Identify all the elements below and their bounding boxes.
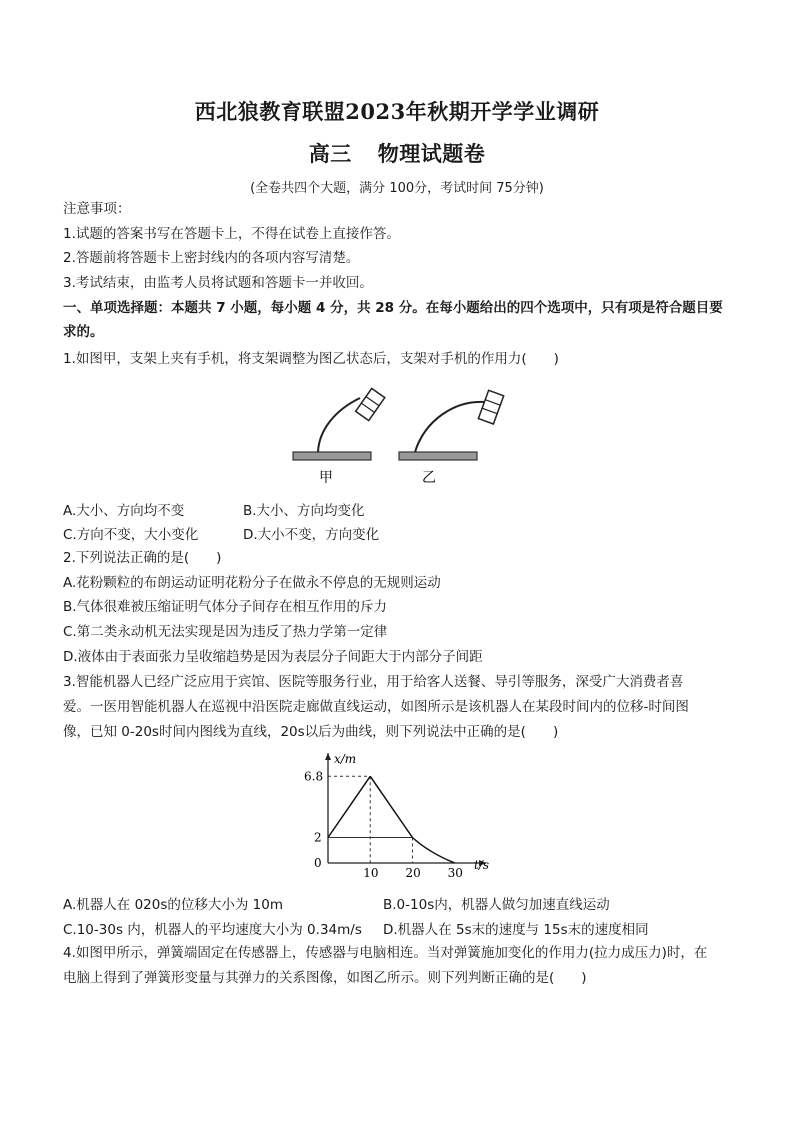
notice-item: 1.试题的答案书写在答题卡上，不得在试卷上直接作答。: [63, 226, 400, 242]
y-axis-arrow: [325, 753, 331, 760]
x-axis-label: t/s: [474, 858, 490, 872]
exam-info: (全卷共四个大题，满分 100分，考试时间 75分钟): [250, 181, 544, 196]
q1-option-a: A.大小、方向均不变: [63, 503, 185, 519]
base-plate: [399, 452, 477, 460]
q1-figure: [285, 380, 515, 490]
q1-option-c: C.方向不变，大小变化: [63, 527, 199, 543]
q3-option-d: D.机器人在 5s末的速度与 15s末的速度相同: [383, 922, 649, 938]
notice-item: 2.答题前将答题卡上密封线内的各项内容写清楚。: [63, 250, 360, 266]
q2-option-b: B.气体很难被压缩证明气体分子间存在相互作用的斥力: [63, 599, 388, 615]
q2-option-a: A.花粉颗粒的布朗运动证明花粉分子在做永不停息的无规则运动: [63, 575, 441, 591]
q2-option-d: D.液体由于表面张力呈收缩趋势是因为表层分子间距大于内部分子间距: [63, 649, 483, 665]
y-tick-label: 2: [314, 830, 322, 845]
q4-stem-line: 4.如图甲所示，弹簧端固定在传感器上，传感器与电脑相连。当对弹簧施加变化的作用力(拉力成压力)时，在: [63, 945, 708, 961]
q1-option-b: B.大小、方向均变化: [243, 503, 365, 519]
fig-label-yi: 乙: [422, 470, 436, 486]
series-segment: [328, 776, 370, 837]
phone-clip: [356, 388, 385, 420]
origin-label: 0: [314, 856, 322, 870]
exam-subtitle-line: [0, 138, 794, 168]
series-segment: [370, 776, 412, 837]
holder-arm: [415, 402, 485, 452]
q2-option-c: C.第二类永动机无法实现是因为违反了热力学第一定律: [63, 624, 388, 640]
q3-option-a: A.机器人在 020s的位移大小为 10m: [63, 897, 284, 913]
notice-heading: 注意事项：: [63, 201, 131, 217]
q3-stem-line: 像，已知 0-20s时间内图线为直线，20s以后为曲线，则下列说法中正确的是( ): [63, 724, 559, 740]
q3-stem-line: 爱。一医用智能机器人在巡视中沿医院走廊做直线运动，如图所示是该机器人在某段时间内的位移-时间图: [63, 699, 689, 715]
q3-option-b: B.0-10s内，机器人做匀加速直线运动: [383, 897, 610, 913]
q4-stem-line: 电脑上得到了弹簧形变量与其弹力的关系图像，如图乙所示。则下列判断正确的是( ): [63, 970, 587, 986]
x-tick-label: 10: [363, 866, 379, 880]
notice-item: 3.考试结束，由监考人员将试题和答题卡一并收回。: [63, 275, 373, 291]
x-tick-label: 30: [447, 866, 463, 880]
y-tick-label: 6.8: [304, 769, 324, 784]
holder-yi: [399, 390, 504, 486]
y-axis-label: x/m: [334, 752, 357, 766]
holder-arm: [318, 398, 360, 452]
subject-label: 物理试题卷: [377, 141, 486, 166]
series-curve: [412, 838, 454, 864]
q1-stem: 1.如图甲，支架上夹有手机，将支架调整为图乙状态后，支架对手机的作用力( ): [63, 351, 559, 367]
q3-stem-line: 3.智能机器人已经广泛应用于宾馆、医院等服务行业，用于给客人送餐、导引等服务，深受广大消费者喜: [63, 674, 684, 690]
q3-option-c: C.10-30s 内，机器人的平均速度大小为 0.34m/s: [63, 922, 362, 938]
grade-label: 高三: [308, 141, 352, 166]
x-tick-label: 20: [405, 866, 421, 880]
exam-title: 西北狼教育联盟2023年秋期开学学业调研: [194, 99, 600, 124]
q1-option-d: D.大小不变，方向变化: [243, 527, 380, 543]
section1-heading: 一、单项选择题：本题共 7 小题，每小题 4 分，共 28 分。在每小题给出的四个选项中，只有项是符合题目要求的。: [63, 300, 723, 340]
fig-label-jia: 甲: [319, 470, 333, 486]
q3-xt-graph: [300, 747, 500, 883]
holder-jia: [293, 388, 385, 486]
q2-stem: 2.下列说法正确的是( ): [63, 550, 222, 566]
base-plate: [293, 452, 371, 460]
phone-clip: [478, 390, 503, 424]
